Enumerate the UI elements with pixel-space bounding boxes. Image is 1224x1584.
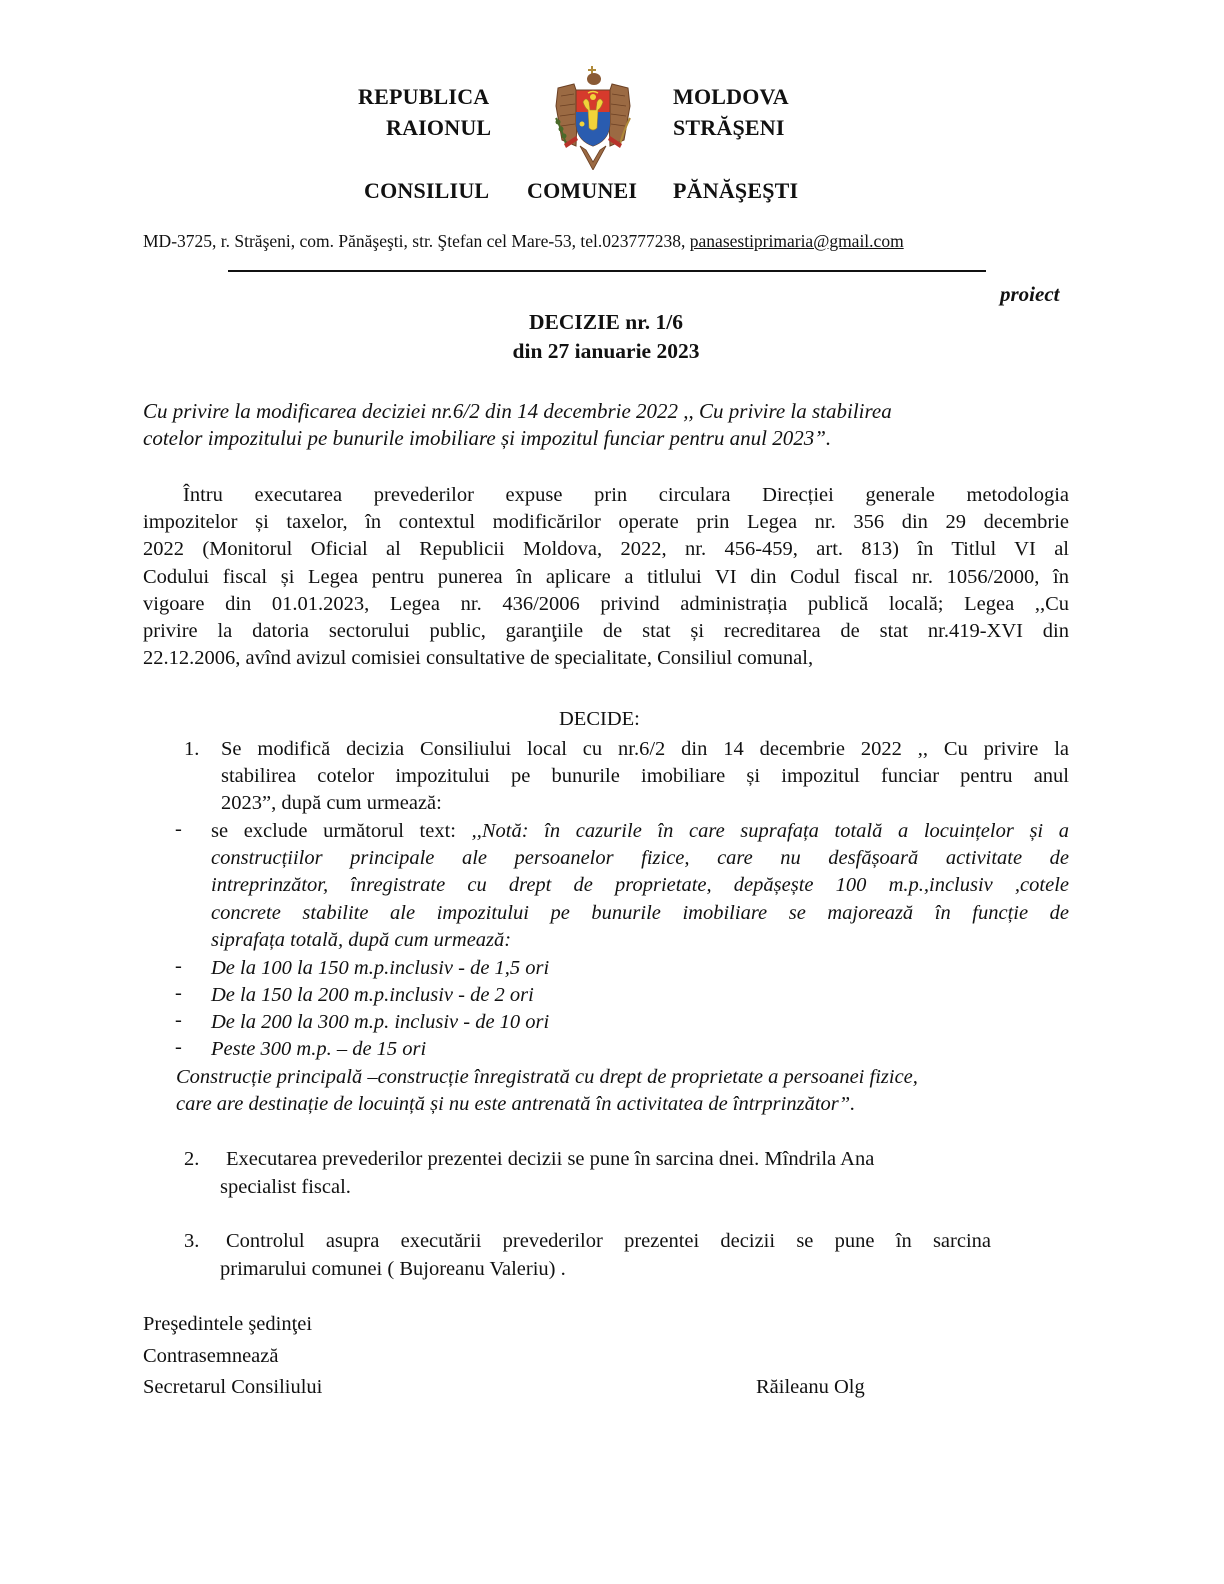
item2-line: specialist fiscal. (220, 1176, 351, 1198)
address-line (143, 231, 904, 252)
preamble-line: impozitelor și taxelor, în contextul modificărilor operate prin Legea nr. 356 din 29 decembrie (143, 511, 1069, 534)
bullet-dash: - (175, 1009, 182, 1031)
signature-secretary: Secretarul Consiliului (143, 1376, 323, 1398)
item3-line: Controlul asupra executării prevederilor prezentei decizii se pune în sarcina (226, 1230, 991, 1252)
item2-line: Executarea prevederilor prezentei decizii se pune în sarcina dnei. Mîndrila Ana (226, 1148, 875, 1170)
draft-stamp: proiect (1000, 282, 1060, 306)
preamble (143, 482, 1069, 672)
exclusion-line: siprafața totală, după cum urmează: (211, 928, 512, 951)
decision-title (0, 308, 1212, 366)
item1-line: stabilirea cotelor impozitului pe bunurile imobiliare și impozitul funciar pentru anul (221, 765, 1069, 788)
tier-item: De la 150 la 200 m.p.inclusiv - de 2 ori (211, 984, 534, 1006)
decide-heading: DECIDE: (559, 708, 640, 730)
tier-item: Peste 300 m.p. – de 15 ori (211, 1038, 427, 1060)
preamble-line: privire la datoria sectorului public, garanţiile de stat și recreditarea de stat nr.419-XVI din (143, 619, 1069, 642)
definition-line: Construcție principală –construcție înregistrată cu drept de proprietate a persoanei fizice, (176, 1066, 918, 1088)
exclusion-prefix: se exclude următorul text: (211, 820, 472, 842)
header-panasesti: PĂNĂŞEŞTI (673, 178, 799, 203)
header-consiliul: CONSILIUL (364, 178, 490, 203)
header-republica: REPUBLICA (358, 84, 490, 109)
exclusion-line: intreprinzător, înregistrate cu drept de proprietate, depășește 100 m.p.,inclusiv ,cotele (211, 874, 1069, 897)
address-text: MD-3725, r. Străşeni, com. Pănăşeşti, str. Ştefan cel Mare-53, tel.023777238, (143, 231, 690, 251)
item1-line: 2023”, după cum urmează: (221, 792, 442, 815)
bullet-dash: - (175, 982, 182, 1004)
item1-text (221, 736, 1069, 818)
exclusion-text (211, 818, 1069, 954)
exclusion-line: concrete stabilite ale impozitului pe bunurile imobiliare se majorează în funcție de (211, 901, 1069, 924)
exclusion-quote: ,,Notă: în cazurile în care suprafața totală a locuințelor și a (471, 820, 1069, 842)
signature-countersign: Contrasemnează (143, 1345, 279, 1367)
bullet-dash: - (175, 1036, 182, 1058)
preamble-line: 22.12.2006, avînd avizul comisiei consultative de specialitate, Consiliul comunal, (143, 647, 814, 670)
preamble-line: Codului fiscal și Legea pentru punerea în aplicare a titlului VI din Codul fiscal nr. 1056/2000, în (143, 565, 1069, 588)
item1-number: 1. (184, 738, 200, 760)
definition-line: care are destinație de locuință și nu este antrenată în activitatea de întrprinzător”. (176, 1093, 856, 1115)
preamble-line: vigoare din 01.01.2023, Legea nr. 436/2006 privind administrația publică locală; Legea ,,Cu (143, 592, 1069, 615)
email-link[interactable]: panasestiprimaria@gmail.com (689, 231, 904, 251)
preamble-line: Întru executarea prevederilor expuse prin circulara Direcției generale metodologia (183, 484, 1069, 506)
definition (176, 1064, 918, 1118)
item3-line: primarului comunei ( Bujoreanu Valeriu) . (220, 1258, 566, 1280)
exclusion-line (211, 818, 1069, 845)
item2-number: 2. (184, 1148, 200, 1170)
preamble-line: 2022 (Monitorul Oficial al Republicii Moldova, 2022, nr. 456-459, art. 813) în Titlul VI al (143, 538, 1069, 561)
exclusion-line: construcțiilor principale ale persoanelor fizice, care nu desfășoară activitate de (211, 847, 1069, 870)
subject-line: cotelor impozitului pe bunurile imobiliare și impozitul funciar pentru anul 2023”. (143, 426, 832, 450)
bullet-dash: - (175, 955, 182, 977)
tier-item: De la 200 la 300 m.p. inclusiv - de 10 ori (211, 1011, 550, 1033)
item3-number: 3. (184, 1230, 200, 1252)
header-straseni: STRĂŞENI (673, 115, 785, 140)
moldova-coat-of-arms-icon (552, 66, 634, 170)
item3-text (226, 1228, 991, 1255)
tier-item: De la 100 la 150 m.p.inclusiv - de 1,5 ori (211, 957, 550, 979)
decision-subject (143, 398, 892, 452)
header-moldova: MOLDOVA (673, 84, 789, 109)
decision-number: DECIZIE nr. 1/6 (529, 310, 683, 334)
bullet-dash: - (175, 818, 182, 840)
header-comunei: COMUNEI (527, 178, 638, 203)
decision-date: din 27 ianuarie 2023 (512, 339, 700, 363)
signature-secretary-name: Răileanu Olg (756, 1376, 865, 1398)
header-raionul: RAIONUL (386, 115, 492, 140)
signature-president: Preşedintele şedinţei (143, 1313, 313, 1335)
item1-line: Se modifică decizia Consiliului local cu nr.6/2 din 14 decembrie 2022 ,, Cu privire la (221, 738, 1069, 760)
subject-line: Cu privire la modificarea deciziei nr.6/2 din 14 decembrie 2022 ,, Cu privire la stabilirea (143, 399, 892, 423)
header-divider (228, 270, 986, 272)
